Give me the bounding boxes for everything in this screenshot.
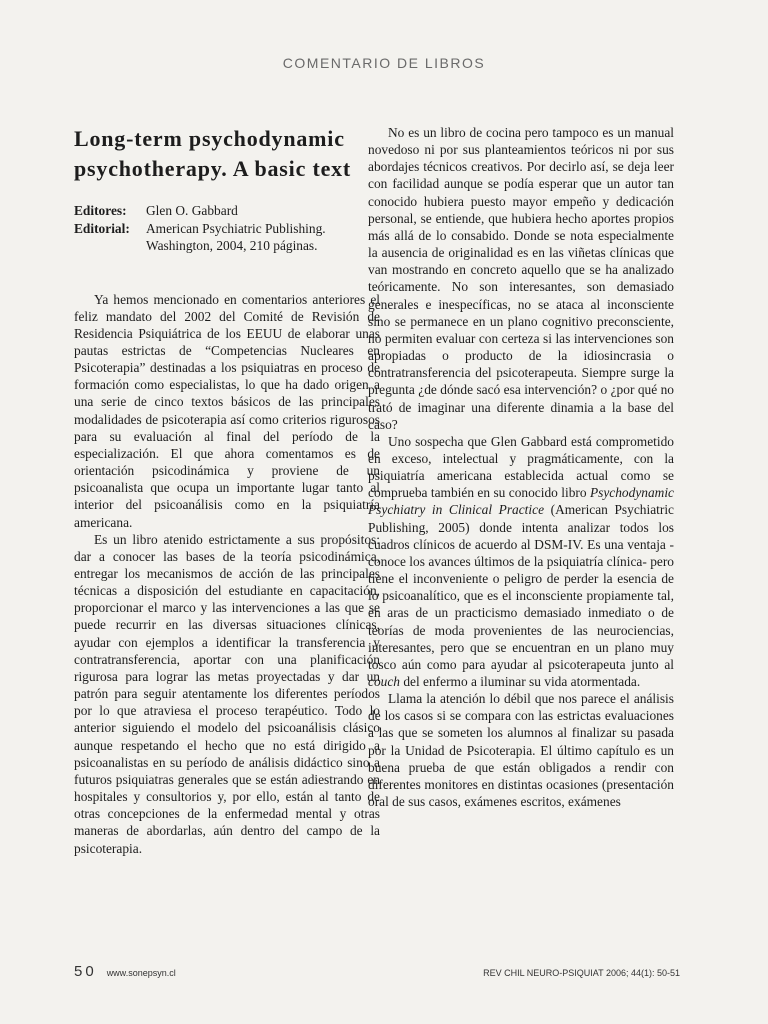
paragraph-3: No es un libro de cocina pero tampoco es un manual novedoso ni por sus planteamientos teóricos ni por sus abordajes técnicos creativos. Por decirlo así, se deja leer con facilidad aunque se podía esperar que un autor tan conocido hubiera puesto mayor empeño y dedicación personal, se entiende, que hubiera hecho aportes propios más allá de lo consabido. Donde se nota especialmente la ausencia de originalidad es en las viñetas clínicas que van mostrando en concreto aquello que se ha analizado teóricamente. No son interesantes, son demasiado generales e inespecíficas, no se ataca al inconsciente sino se permanece en un plano cognitivo preconsciente, no permiten evaluar con certeza si las intervenciones son apropiadas o producto de la idiosincrasia o contratransferencia del psicoterapeuta. Siempre surge la pregunta ¿de dónde sacó esa intervención? o ¿por qué no trató de imaginar una diferente dinamia a la base del caso? bbox=[368, 125, 674, 432]
right-column bbox=[368, 124, 674, 810]
website-link[interactable]: www.sonepsyn.cl bbox=[106, 968, 176, 978]
paragraph-4-part-a: Uno sospecha que Glen Gabbard está comprometido en exceso, intelectual y pragmáticamente, con la psiquiatría americana establecida actual como se comprueba también en su conocido libro bbox=[368, 433, 674, 501]
publisher-row bbox=[74, 220, 380, 255]
editors-label: Editores: bbox=[74, 203, 127, 218]
publisher-label: Editorial: bbox=[74, 220, 130, 236]
editors-value: Glen O. Gabbard bbox=[146, 203, 238, 218]
book-reference-title: Psychodynamic Psychiatry in Clinical Practice bbox=[368, 485, 674, 518]
editors-row bbox=[74, 202, 380, 220]
paragraph-4 bbox=[368, 433, 674, 690]
journal-citation: REV CHIL NEURO-PSIQUIAT 2006; 44(1): 50-51 bbox=[483, 968, 680, 978]
paragraph-2: Es un libro atenido estrictamente a sus propósitos: dar a conocer las bases de la teoría psicodinámica, entregar los mecanismos de acción de las principales técnicas a disposición del estudiante en capacitación, proporcionar el marco y las intervenciones a las que se puede recurrir en las diversas situaciones clínicas, ayudar con ejemplos a identificar la transferencia y contratransferencia, aportar con una planificación rigurosa para lograr las metas proyectadas y dar un patrón para seguir atentamente los diferentes períodos por lo que atraviesa el proceso terapéutico. Todo lo anterior siguiendo el modelo del psicoanálisis clásico aunque respetando el hecho que no está dirigido a psicoanalistas en su período de análisis didáctico sino a futuros psiquiatras generales que se están adiestrando en hospitales y consultorios y, por ello, están al tanto de otras concepciones de la enfermedad mental y otras maneras de abordarlas, aún dentro del campo de la psicoterapia. bbox=[74, 531, 380, 856]
paragraph-4-part-b: (American Psychiatric Publishing, 2005) donde intenta analizar todos los cuadros clínicos de acuerdo al DSM-IV. Es una ventaja -conoce los avances últimos de la psiquiatría clínica- pero tiene el inconveniente o peligro de perder la esencia de lo psicoanalítico, que es el inconsciente propiamente tal, en aras de un practicismo demasiado inmediato o de teorías de moda provenientes de las neurociencias, interesantes, pero que se encuentran en un plano muy tosco aún como para ayudar al psicoterapeuta junto al bbox=[368, 502, 674, 672]
left-column bbox=[74, 124, 380, 857]
publisher-value: American Psychiatric Publishing. Washington, 2004, 210 páginas. bbox=[146, 220, 326, 253]
page-footer bbox=[74, 963, 680, 980]
book-title: Long-term psychodynamic psychotherapy. A basic text bbox=[74, 126, 352, 181]
couch-term: couch bbox=[368, 674, 400, 689]
page-number: 50 bbox=[74, 963, 97, 980]
book-metadata bbox=[74, 202, 380, 255]
paragraph-1: Ya hemos mencionado en comentarios anteriores el feliz mandato del 2002 del Comité de Revisión de Residencia Psiquiátrica de los EEUU de elaborar unas pautas estrictas de “Competencias Nucleares en Psicoterapia” destinadas a los psiquiatras en proceso de formación como especialistas, lo que ha dado origen a una serie de cinco textos básicos de las principales modalidades de psicoterapia así como criterios rigurosos para su evaluación al final del período de la especialización. El que ahora comentamos es de orientación psicodinámica y proviene de un psicoanalista que ocupa un importante lugar tanto al interior del psicoanálisis como en la psiquiatría americana. bbox=[74, 291, 380, 530]
paragraph-5: Llama la atención lo débil que nos parece el análisis de los casos si se compara con las estrictas evaluaciones a las que se someten los alumnos al finalizar su pasada por la Unidad de Psicoterapia. El último capítulo es un buena prueba de que están obligados a rendir con diferentes monitores en distintas ocasiones (presentación oral de sus casos, exámenes escritos, exámenes bbox=[368, 691, 674, 810]
paragraph-4-part-c: del enfermo a iluminar su vida atormentada. bbox=[399, 674, 641, 689]
running-header: COMENTARIO DE LIBROS bbox=[282, 55, 486, 71]
